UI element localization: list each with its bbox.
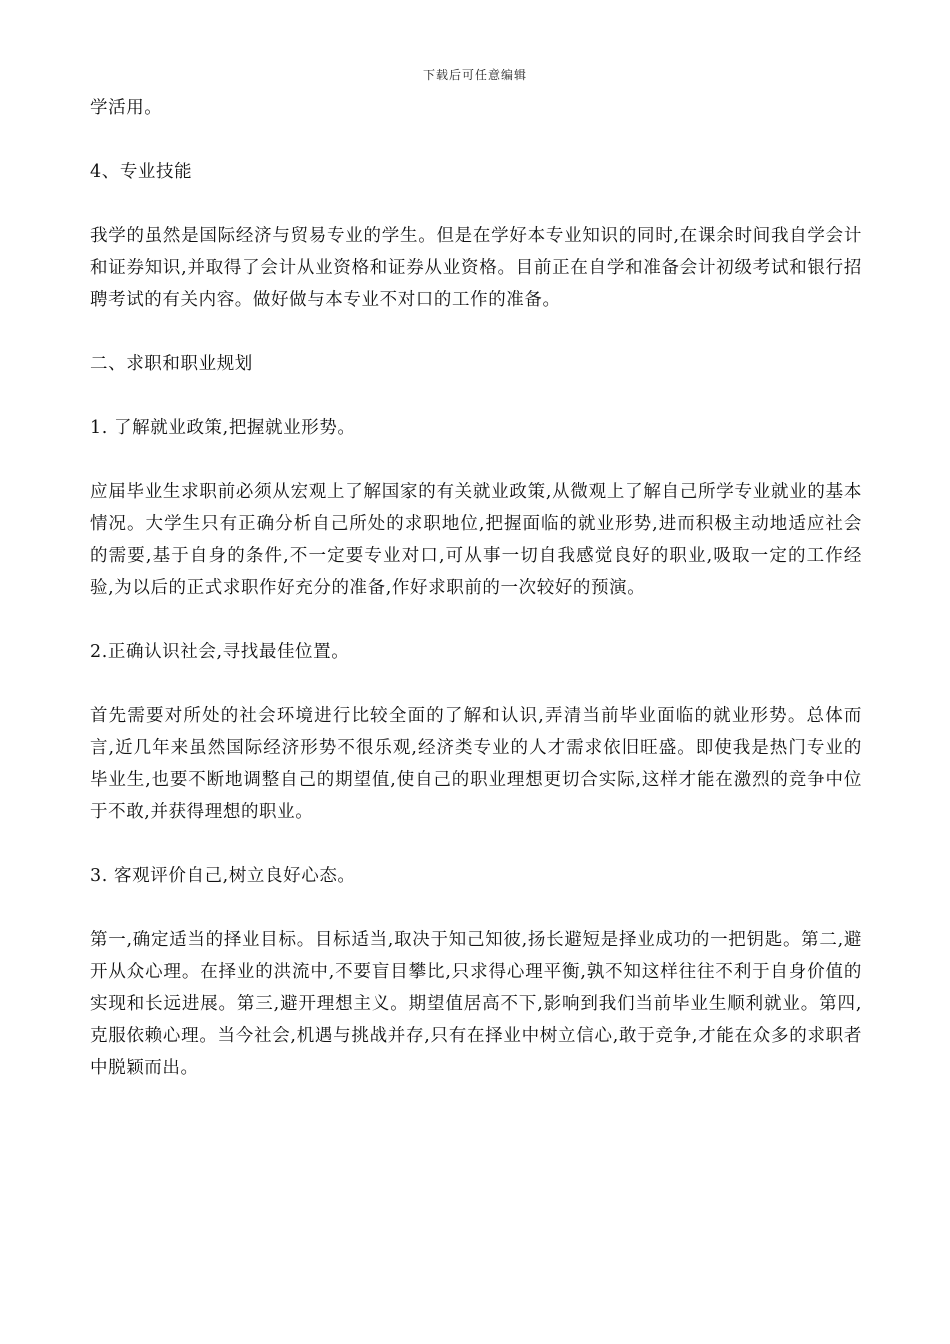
heading-career-planning: 二、求职和职业规划 (90, 354, 253, 374)
heading-understand-society: 2.正确认识社会,寻找最佳位置。 (90, 642, 350, 662)
page-header: 下载后可任意编辑 (422, 68, 527, 82)
document-body (90, 92, 862, 1116)
paragraph-continuation: 学活用。 (90, 98, 163, 118)
heading-professional-skills: 4、专业技能 (90, 162, 193, 182)
heading-employment-policy: 1. 了解就业政策,把握就业形势。 (90, 418, 356, 438)
heading-self-evaluation: 3. 客观评价自己,树立良好心态。 (90, 866, 356, 886)
paragraph-skills: 我学的虽然是国际经济与贸易专业的学生。但是在学好本专业知识的同时,在课余时间我自学会计和证券知识,并取得了会计从业资格和证券从业资格。目前正在自学和准备会计初级考试和银行招聘考试的有关内容。做好做与本专业不对口的工作的准备。 (90, 226, 862, 310)
paragraph-self-evaluation: 第一,确定适当的择业目标。目标适当,取决于知己知彼,扬长避短是择业成功的一把钥匙。第二,避开从众心理。在择业的洪流中,不要盲目攀比,只求得心理平衡,孰不知这样往往不利于自身价值的实现和长远进展。第三,避开理想主义。期望值居高不下,影响到我们当前毕业生顺利就业。第四,克服依赖心理。当今社会,机遇与挑战并存,只有在择业中树立信心,敢于竞争,才能在众多的求职者中脱颖而出。 (90, 930, 862, 1078)
paragraph-understand-society: 首先需要对所处的社会环境进行比较全面的了解和认识,弄清当前毕业面临的就业形势。总体而言,近几年来虽然国际经济形势不很乐观,经济类专业的人才需求依旧旺盛。即使我是热门专业的毕业生,也要不断地调整自己的期望值,使自己的职业理想更切合实际,这样才能在激烈的竞争中位于不敢,并获得理想的职业。 (90, 706, 862, 822)
paragraph-employment-policy: 应届毕业生求职前必须从宏观上了解国家的有关就业政策,从微观上了解自己所学专业就业的基本情况。大学生只有正确分析自己所处的求职地位,把握面临的就业形势,进而积极主动地适应社会的需要,基于自身的条件,不一定要专业对口,可从事一切自我感觉良好的职业,吸取一定的工作经验,为以后的正式求职作好充分的准备,作好求职前的一次较好的预演。 (90, 482, 862, 598)
